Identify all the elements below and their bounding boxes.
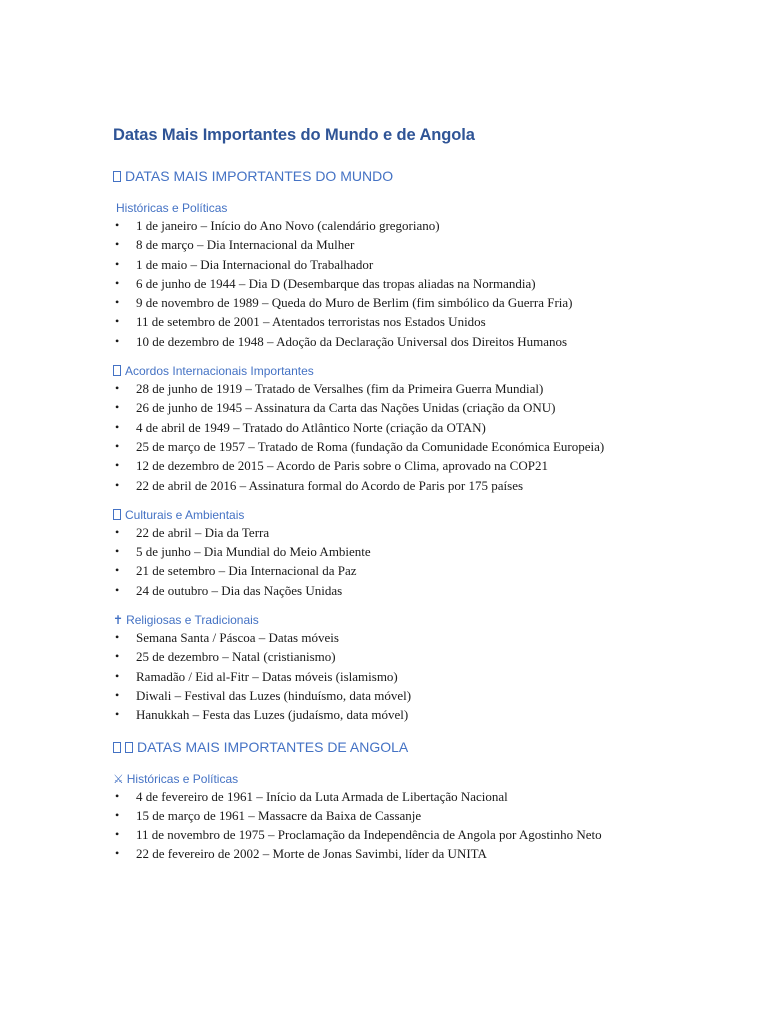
missing-glyph-box-icon xyxy=(113,365,121,376)
missing-glyph-box-icon xyxy=(113,171,121,182)
list-item: • 11 de novembro de 1975 – Proclamação da Independência de Angola por Agostinho Neto xyxy=(113,825,653,844)
bullet-icon: • xyxy=(115,333,120,348)
cross-icon: ✝ xyxy=(113,613,124,628)
list-item: • 28 de junho de 1919 – Tratado de Versalhes (fim da Primeira Guerra Mundial) xyxy=(113,379,653,398)
bullet-icon: • xyxy=(115,563,120,578)
bullet-icon: • xyxy=(115,256,120,271)
list-item: • 25 de março de 1957 – Tratado de Roma (fundação da Comunidade Económica Europeia) xyxy=(113,437,653,456)
bullet-icon: • xyxy=(115,668,120,683)
document-content xyxy=(113,124,653,864)
section-heading-world-text: DATAS MAIS IMPORTANTES DO MUNDO xyxy=(125,168,394,184)
list-world-religiosas xyxy=(113,628,653,724)
missing-glyph-box-icon xyxy=(113,742,121,753)
bullet-icon: • xyxy=(115,649,120,664)
bullet-icon: • xyxy=(115,419,120,434)
bullet-icon: • xyxy=(115,438,120,453)
bullet-icon: • xyxy=(115,477,120,492)
list-item: • 21 de setembro – Dia Internacional da Paz xyxy=(113,561,653,580)
section-heading-world xyxy=(113,166,653,186)
section-heading-angola xyxy=(113,737,653,757)
bullet-icon: • xyxy=(115,582,120,597)
list-item: • 12 de dezembro de 2015 – Acordo de Paris sobre o Clima, aprovado na COP21 xyxy=(113,456,653,475)
bullet-icon: • xyxy=(115,314,120,329)
bullet-icon: • xyxy=(115,630,120,645)
bullet-icon: • xyxy=(115,275,120,290)
subheading-world-acordos: Acordos Internacionais Importantes xyxy=(113,363,653,379)
list-item: • 22 de abril – Dia da Terra xyxy=(113,523,653,542)
bullet-icon: • xyxy=(115,687,120,702)
list-item: • 4 de abril de 1949 – Tratado do Atlântico Norte (criação da OTAN) xyxy=(113,418,653,437)
list-item: • 8 de março – Dia Internacional da Mulher xyxy=(113,235,653,254)
bullet-icon: • xyxy=(115,237,120,252)
list-item: • Diwali – Festival das Luzes (hinduísmo, data móvel) xyxy=(113,686,653,705)
list-item: • Hanukkah – Festa das Luzes (judaísmo, data móvel) xyxy=(113,705,653,724)
list-item: • 22 de abril de 2016 – Assinatura formal do Acordo de Paris por 175 países xyxy=(113,476,653,495)
bullet-icon: • xyxy=(115,544,120,559)
list-world-culturais xyxy=(113,523,653,600)
bullet-icon: • xyxy=(115,807,120,822)
bullet-icon: • xyxy=(115,381,120,396)
list-item: • 9 de novembro de 1989 – Queda do Muro de Berlim (fim simbólico da Guerra Fria) xyxy=(113,293,653,312)
subheading-world-religiosas: ✝ Religiosas e Tradicionais xyxy=(113,613,259,628)
bullet-icon: • xyxy=(115,827,120,842)
list-item: • 4 de fevereiro de 1961 – Início da Luta Armada de Libertação Nacional xyxy=(113,787,653,806)
list-item: • 22 de fevereiro de 2002 – Morte de Jonas Savimbi, líder da UNITA xyxy=(113,844,653,863)
subheading-world-culturais: Culturais e Ambientais xyxy=(113,507,653,523)
document-title: Datas Mais Importantes do Mundo e de Angola xyxy=(113,126,475,144)
bullet-icon: • xyxy=(115,218,120,232)
list-world-acordos xyxy=(113,379,653,495)
bullet-icon: • xyxy=(115,524,120,539)
list-item: • 24 de outubro – Dia das Nações Unidas xyxy=(113,581,653,600)
bullet-icon: • xyxy=(115,707,120,722)
bullet-icon: • xyxy=(115,458,120,473)
list-item: • 15 de março de 1961 – Massacre da Baixa de Cassanje xyxy=(113,806,653,825)
list-item: • Semana Santa / Páscoa – Datas móveis xyxy=(113,628,653,647)
missing-glyph-box-icon xyxy=(125,742,133,753)
list-item: • Ramadão / Eid al-Fitr – Datas móveis (islamismo) xyxy=(113,667,653,686)
list-item: • 25 de dezembro – Natal (cristianismo) xyxy=(113,647,653,666)
list-item: • 5 de junho – Dia Mundial do Meio Ambiente xyxy=(113,542,653,561)
missing-glyph-box-icon xyxy=(113,509,121,520)
list-item: • 10 de dezembro de 1948 – Adoção da Declaração Universal dos Direitos Humanos xyxy=(113,332,653,351)
section-heading-angola-text: DATAS MAIS IMPORTANTES DE ANGOLA xyxy=(137,738,409,755)
list-item: • 11 de setembro de 2001 – Atentados terroristas nos Estados Unidos xyxy=(113,312,653,331)
bullet-icon: • xyxy=(115,400,120,415)
list-item: • 26 de junho de 1945 – Assinatura da Carta das Nações Unidas (criação da ONU) xyxy=(113,398,653,417)
crossed-swords-icon: ⚔ xyxy=(113,771,124,786)
subheading-world-historicas: Históricas e Políticas xyxy=(116,201,228,215)
bullet-icon: • xyxy=(115,846,120,861)
bullet-icon: • xyxy=(115,295,120,310)
list-item: • 1 de maio – Dia Internacional do Trabalhador xyxy=(113,255,653,274)
list-item: • 6 de junho de 1944 – Dia D (Desembarque das tropas aliadas na Normandia) xyxy=(113,274,653,293)
list-world-historicas xyxy=(113,216,653,351)
bullet-icon: • xyxy=(115,788,120,803)
subheading-angola-historicas: ⚔ Históricas e Políticas xyxy=(113,771,239,786)
list-item: • 1 de janeiro – Início do Ano Novo (calendário gregoriano) xyxy=(113,216,653,235)
list-angola-historicas xyxy=(113,787,653,864)
